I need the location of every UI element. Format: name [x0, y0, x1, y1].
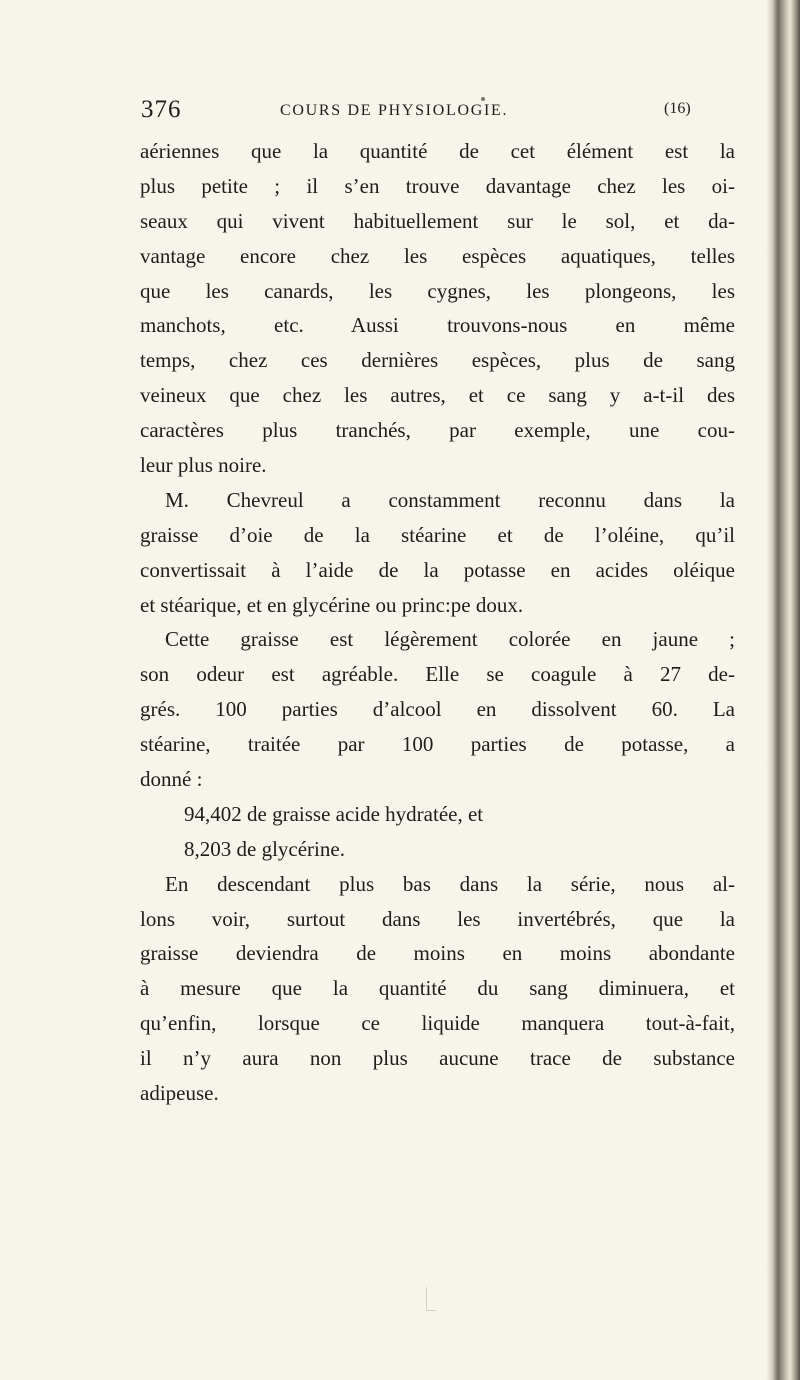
- text-line: que les canards, les cygnes, les plongeons, les: [140, 278, 735, 303]
- paragraph-end-line: donné :: [140, 767, 203, 792]
- paragraph-end-line: leur plus noire.: [140, 453, 267, 478]
- text-line: temps, chez ces dernières espèces, plus de sang: [140, 348, 735, 373]
- text-line: à mesure que la quantité du sang diminuera, et: [140, 976, 735, 1001]
- signature-mark: (16): [664, 100, 691, 117]
- text-line: caractères plus tranchés, par exemple, une cou-: [140, 418, 735, 443]
- page-number: 376: [141, 96, 182, 123]
- paragraph-start-line: M. Chevreul a constamment reconnu dans la: [165, 487, 735, 512]
- paragraph-end-line: et stéarique, et en glycérine ou princ:pe doux.: [140, 592, 524, 617]
- formula-line: 8,203 de glycérine.: [184, 836, 345, 861]
- faint-pencil-mark: [426, 1287, 436, 1311]
- paragraph-end-line: adipeuse.: [140, 1081, 219, 1106]
- page-body-text: [140, 134, 735, 1111]
- text-line: son odeur est agréable. Elle se coagule à 27 de-: [140, 662, 735, 687]
- text-line: lons voir, surtout dans les invertébrés, que la: [140, 906, 735, 931]
- paragraph-start-line: Cette graisse est légèrement colorée en jaune ;: [165, 627, 735, 652]
- text-line: manchots, etc. Aussi trouvons-nous en même: [140, 313, 735, 338]
- page-header: [141, 96, 711, 130]
- book-binding-edge: [766, 0, 800, 1380]
- text-line: il n’y aura non plus aucune trace de substance: [140, 1046, 735, 1071]
- text-line: graisse d’oie de la stéarine et de l’oléine, qu’il: [140, 522, 735, 547]
- text-line: veineux que chez les autres, et ce sang y a-t-il des: [140, 383, 735, 408]
- text-line: aériennes que la quantité de cet élément est la: [140, 139, 735, 163]
- formula-line: 94,402 de graisse acide hydratée, et: [184, 801, 484, 826]
- text-line: seaux qui vivent habituellement sur le sol, et da-: [140, 208, 735, 233]
- text-line: plus petite ; il s’en trouve davantage chez les oi-: [140, 173, 735, 198]
- paragraph-start-line: En descendant plus bas dans la série, nous al-: [165, 871, 735, 896]
- running-head: COURS DE PHYSIOLOGIE.: [280, 102, 509, 119]
- text-line: vantage encore chez les espèces aquatiques, telles: [140, 243, 735, 268]
- text-line: qu’enfin, lorsque ce liquide manquera tout-à-fait,: [140, 1011, 735, 1036]
- text-line: graisse deviendra de moins en moins abondante: [140, 941, 735, 966]
- text-line: grés. 100 parties d’alcool en dissolvent 60. La: [140, 697, 735, 722]
- text-line: convertissait à l’aide de la potasse en acides oléique: [140, 557, 735, 582]
- text-line: stéarine, traitée par 100 parties de potasse, a: [140, 732, 735, 757]
